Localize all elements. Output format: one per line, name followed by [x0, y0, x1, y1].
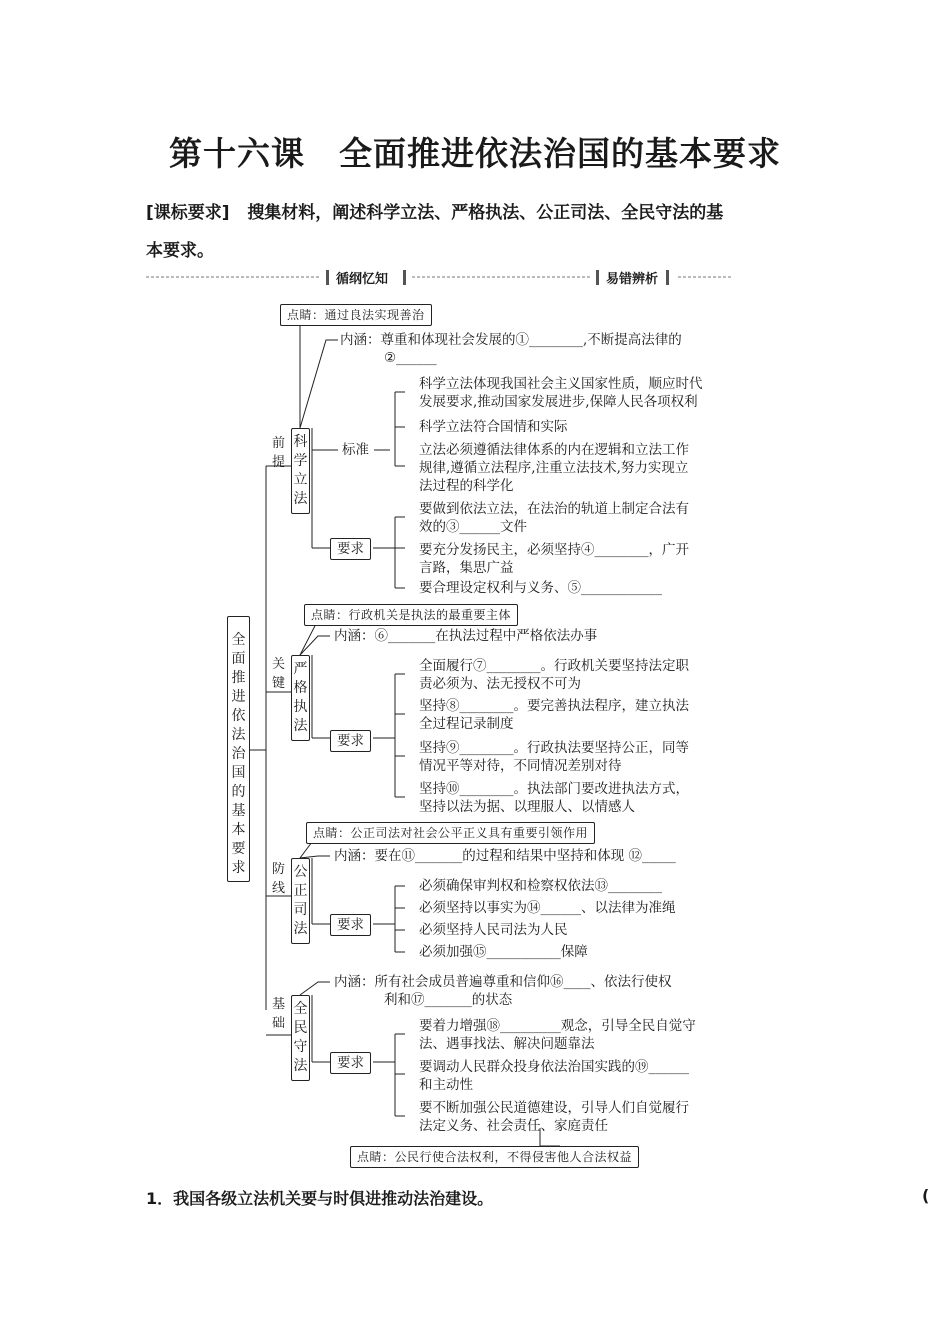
b4-neihan-line-1: 内涵：所有社会成员普遍尊重和信仰⑯____、依法行使权 [334, 974, 672, 990]
b3-req-2: 必须坚持以事实为⑭______、以法律为准绳 [419, 900, 676, 916]
b1-req-1b: 效的③______文件 [419, 519, 527, 535]
b4-req-label: 要求 [330, 1052, 371, 1074]
b1-neihan-line-1: 内涵：尊重和体现社会发展的①________,不断提高法律的 [340, 332, 682, 348]
b1-standard-label: 标准 [342, 442, 369, 458]
b4-req-1a: 要着力增强⑱_________观念，引导全民自觉守 [419, 1018, 696, 1034]
question-1: 1．我国各级立法机关要与时俱进推动法治建设。 [146, 1189, 494, 1208]
note-box-2: 点睛：行政机关是执法的最重要主体 [304, 604, 518, 626]
b1-standard-3b: 规律,遵循立法程序,注重立法技术,努力实现立 [419, 460, 689, 476]
b4-req-2b: 和主动性 [419, 1077, 473, 1093]
b3-neihan: 内涵：要在⑪_______的过程和结果中坚持和体现 ⑫_____ [334, 848, 676, 864]
b1-req-2a: 要充分发扬民主，必须坚持④________，广开 [419, 542, 689, 558]
b1-standard-1a: 科学立法体现我国社会主义国家性质，顺应时代 [419, 376, 703, 392]
b2-req-3a: 坚持⑨________。行政执法要坚持公正，同等 [419, 740, 689, 756]
answer-paren: ( [922, 1186, 930, 1205]
section-tab-recall: 循纲忆知 [336, 272, 389, 287]
b2-neihan: 内涵：⑥_______在执法过程中严格依法办事 [334, 628, 598, 644]
b2-req-4b: 坚持以法为据、以理服人、以情感人 [419, 799, 635, 815]
b4-req-3b: 法定义务、社会责任、家庭责任 [419, 1118, 608, 1134]
b2-req-1a: 全面履行⑦________。行政机关要坚持法定职 [419, 658, 689, 674]
b2-req-label: 要求 [330, 730, 371, 752]
b1-req-3: 要合理设定权利与义务、⑤____________ [419, 580, 662, 596]
b4-req-1b: 法、遇事找法、解决问题靠法 [419, 1036, 595, 1052]
b2-req-4a: 坚持⑩________。执法部门要改进执法方式， [419, 781, 689, 797]
b2-req-3b: 情况平等对待，不同情况差别对待 [419, 758, 622, 774]
note-box-3: 点睛：公正司法对社会公平正义具有重要引领作用 [306, 822, 595, 844]
b1-req-label: 要求 [330, 538, 371, 560]
curriculum-tag: [课标要求] [146, 203, 230, 223]
b3-req-4: 必须加强⑮___________保障 [419, 944, 588, 960]
b3-req-1: 必须确保审判权和检察权依法⑬________ [419, 878, 662, 894]
branch-scientific-legislation: 科学立法 [291, 428, 310, 514]
b1-req-2b: 言路，集思广益 [419, 560, 514, 576]
branch-strict-enforcement: 严格执法 [291, 655, 310, 741]
b1-neihan-line-2: ②______ [384, 350, 437, 366]
b1-standard-1b: 发展要求,推动国家发展进步,保障人民各项权利 [419, 394, 698, 410]
root-topic: 全面推进依法治国的基本要求 [227, 616, 250, 882]
curriculum-text-2: 本要求。 [146, 241, 214, 261]
note-box-1: 点睛：通过良法实现善治 [280, 304, 432, 326]
b1-standard-2: 科学立法符合国情和实际 [419, 419, 568, 435]
b3-req-3: 必须坚持人民司法为人民 [419, 922, 568, 938]
side-label-premise: 前提 [272, 436, 286, 470]
b4-req-2a: 要调动人民群众投身依法治国实践的⑲______ [419, 1059, 689, 1075]
b1-req-1a: 要做到依法立法，在法治的轨道上制定合法有 [419, 501, 689, 517]
curriculum-text-1: 搜集材料，阐述科学立法、严格执法、公正司法、全民守法的基 [247, 203, 724, 223]
side-label-defense: 防线 [272, 862, 286, 896]
b2-req-2b: 全过程记录制度 [419, 716, 514, 732]
page-title: 第十六课 全面推进依法治国的基本要求 [169, 134, 781, 173]
note-box-bottom: 点睛：公民行使合法权利，不得侵害他人合法权益 [350, 1146, 639, 1168]
b4-neihan-line-2: 利和⑰_______的状态 [384, 992, 513, 1008]
b2-req-2a: 坚持⑧________。要完善执法程序，建立执法 [419, 698, 689, 714]
side-label-foundation: 基础 [272, 997, 286, 1031]
branch-universal-compliance: 全民守法 [291, 995, 310, 1081]
b2-req-1b: 责必须为、法无授权不可为 [419, 676, 581, 692]
b3-req-label: 要求 [330, 914, 371, 936]
branch-fair-justice: 公正司法 [291, 858, 310, 944]
b1-standard-3a: 立法必须遵循法律体系的内在逻辑和立法工作 [419, 442, 689, 458]
b4-req-3a: 要不断加强公民道德建设，引导人们自觉履行 [419, 1100, 689, 1116]
section-tab-error: 易错辨析 [606, 272, 659, 287]
side-label-key: 关键 [272, 657, 286, 691]
b1-standard-3c: 法过程的科学化 [419, 478, 514, 494]
